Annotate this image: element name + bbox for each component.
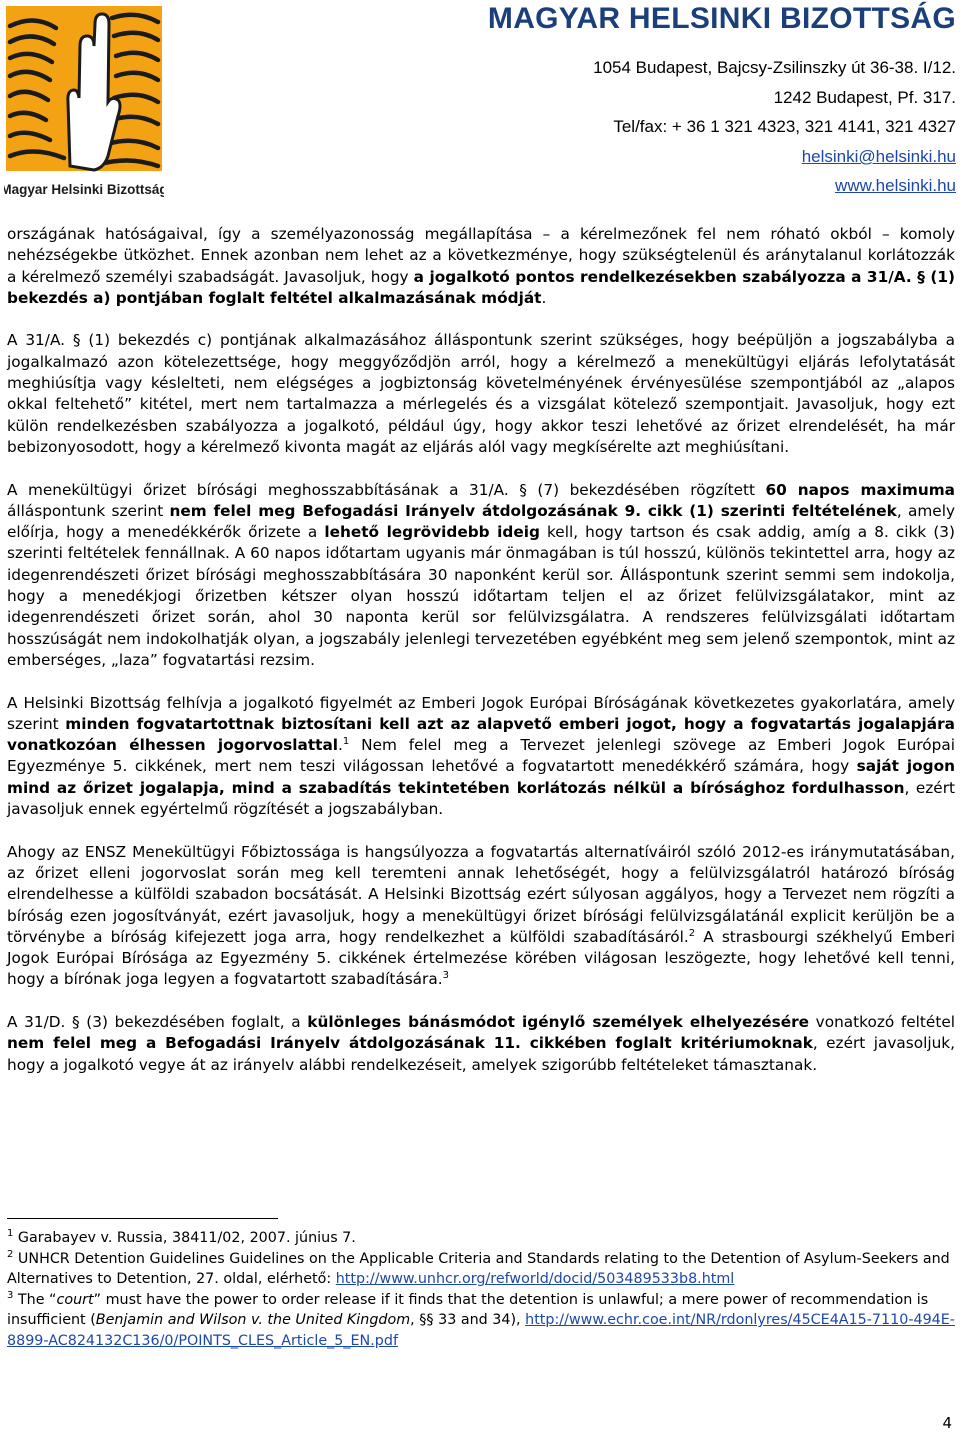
raised-hand-logo-icon: [4, 6, 164, 206]
logo-wordmark: Magyar Helsinki Bizottság: [4, 182, 164, 197]
paragraph-2: A 31/A. § (1) bekezdés c) pontjának alkalmazásához álláspontunk szerint szükséges, hogy beépüljön a jogszabályba a jogalkalmazó azon kötelezettsége, hogy meggyőződjön arról, hogy a kérelmező a menekültügyi eljárás lefolytatását meghiúsítja vagy késlelteti, nem elégséges a jogbiztonság követelményének érvényesülése szempontjából az „alapos okkal feltehető” kitétel, mert nem tartalmazza a mérlegelés és a vizsgálat kötelező szempontjait. Javasoljuk, hogy ezt külön rendelkezésben szabályozza a jogalkotó, például úgy, hogy akkor teszi lehetővé az őrizet elrendelését, ha már bebizonyosodott, hogy a kérelmező kivonta magát az eljárás alól vagy megkísérelte azt meghiúsítani.: [7, 331, 955, 456]
footnotes: [7, 1228, 955, 1351]
unhcr-guidelines-link[interactable]: http://www.unhcr.org/refworld/docid/503489533b8.html: [335, 1271, 735, 1287]
website-link[interactable]: www.helsinki.hu: [835, 176, 956, 195]
helsinki-committee-logo: [4, 6, 164, 206]
postal-address: 1242 Budapest, Pf. 317.: [773, 88, 956, 107]
paragraph-1: országának hatóságaival, így a személyazonosság megállapítása – a kérelmezőnek fel nem róható okból – komoly nehézségekbe ütközhet. Ennek azonban nem lehet az a következménye, hogy szükségtelenül és aránytalanul korlátozzák a kérelmező személyi szabadságát. Javasoljuk, hogy a jogalkotó pontos rendelkezésekben szabályozza a 31/A. § (1) bekezdés a) pontjában foglalt feltétel alkalmazásának módját.: [7, 225, 955, 307]
page-number: 4: [942, 1414, 952, 1432]
paragraph-4: A Helsinki Bizottság felhívja a jogalkotó figyelmét az Emberi Jogok Európai Bíróságának következetes gyakorlatára, amely szerint minden fogvatartottnak biztosítani kell azt az alapvető emberi jogot, hogy a fogvatartás jogalapjára vonatkozóan élhessen jogorvoslattal.$^1$ Nem felel meg a Tervezet jelenlegi szövege az Emberi Jogok Európai Egyezménye 5. cikkének, mert nem teszi világossan lehetővé a fogvatartott menedékkérő számára, hogy saját jogon mind az őrizet jogalapja, mind a szabadítás tekintetében korlátozás nélkül a bírósághoz fordulhasson, ezért javasoljuk ennek egyértelmű rögzítését a jogszabályban.: [7, 693, 955, 819]
paragraph-6: A 31/D. § (3) bekezdésében foglalt, a különleges bánásmódot igénylő személyek elhelyezésére vonatkozó feltétel nem felel meg a Befogadási Irányelv átdolgozásának 11. cikkében foglalt kritériumoknak, ezért javasoljuk, hogy a jogalkotó vegye át az irányelv alábbi rendelkezéseit, amelyek szigorúbb feltételeket támasztanak.: [7, 1012, 955, 1074]
footnote-ref-3[interactable]: 3: [442, 970, 449, 982]
footnote-2: $^2$ UNHCR Detention Guidelines Guidelines on the Applicable Criteria and Standards relating to the Detention of Asylum-Seekers and Alternatives to Detention, 27. oldal, elérhető: http://www.unhcr.org/refworld/docid/503489533b8.html: [7, 1248, 950, 1287]
footnote-separator: [7, 1218, 278, 1219]
document-body: [7, 224, 955, 1097]
email-link[interactable]: helsinki@helsinki.hu: [801, 147, 956, 166]
phone-fax: Tel/fax: + 36 1 321 4323, 321 4141, 321 4327: [613, 117, 956, 136]
footnote-ref-1[interactable]: 1: [342, 736, 350, 748]
echr-points-cles-link[interactable]: http://www.echr.coe.int/NR/rdonlyres/45CE4A15-7110-494E-8899-AC824132C136/0/POINTS_CLES_Article_5_EN.pdf: [7, 1312, 955, 1349]
footnote-3: $^3$ The “court” must have the power to order release if it finds that the detention is unlawful; a mere power of recommendation is insufficient (Benjamin and Wilson v. the United Kingdom, §§ 33 and 34), http://www.echr.coe.int/NR/rdonlyres/45CE4A15-7110-494E-8899-AC824132C136/0/POINTS_CLES_Article_5_EN.pdf: [7, 1289, 955, 1349]
footnote-ref-2[interactable]: 2: [688, 927, 696, 939]
paragraph-5: Ahogy az ENSZ Menekültügyi Főbiztossága is hangsúlyozza a fogvatartás alternatíváiról szóló 2012-es iránymutatásában, az őrizet elleni jogorvoslat során meg kell teremteni annak lehetőségét, hogy a felülvizsgálatról határozó bíróság elrendelhesse a külföldi szabadon bocsátását. A Helsinki Bizottság ezért súlyosan aggályos, hogy a Tervezet nem rögzíti a bíróság ezen jogosítványát, ezért javasoljuk, hogy a menekültügyi őrizet bírósági felülvizsgálatánál explicit kerüljön be a törvénybe a bíróság kifejezett joga arra, hogy rendelkezhet a külföldi szabadításáról.$^2$ A strasbourgi székhelyű Emberi Jogok Európai Bírósága az Egyezmény 5. cikkének értelmezése körében világosan leszögezte, hogy lehetővé kell tenni, hogy a bírónak joga legyen a fogvatartott szabadítására.$^3$: [7, 842, 955, 989]
organization-name: MAGYAR HELSINKI BIZOTTSÁG: [487, 2, 956, 35]
footnote-1: $^1$ Garabayev v. Russia, 38411/02, 2007. június 7.: [7, 1228, 356, 1246]
paragraph-3: A menekültügyi őrizet bírósági meghosszabbításának a 31/A. § (7) bekezdésében rögzített 60 napos maximuma álláspontunk szerint nem felel meg Befogadási Irányelv átdolgozásának 9. cikk (1) szerinti feltételének, amely előírja, hogy a menedékkérők őrizete a lehető legrövidebb ideig kell, hogy tartson és csak addig, amíg a 8. cikk (3) szerinti feltételek fennállnak. A 60 napos időtartam ugyanis már önmagában is túl hosszú, különös tekintettel arra, hogy az idegenrendészeti őrizet bírósági meghosszabbítására 30 naponként kerül sor. Álláspontunk szerint semmi sem indokolja, hogy a menedékjogi őrizetben kétszer olyan hosszú időtartam teljen el az őrizet felülvizsgálatakor, mint az idegenrendészeti őrizet során, ahol 30 naponta kerül sor felülvizsgálatra. A rendszeres felülvizsgálati időtartam hosszúságát nem indokolhatják olyan, a jogszabály jelenlegi tervezetében egyébként meg sem jelenő szempontok, mint az emberséges, „laza” fogvatartási rezsim.: [7, 480, 955, 669]
street-address: 1054 Budapest, Bajcsy-Zsilinszky út 36-38. I/12.: [593, 58, 956, 77]
